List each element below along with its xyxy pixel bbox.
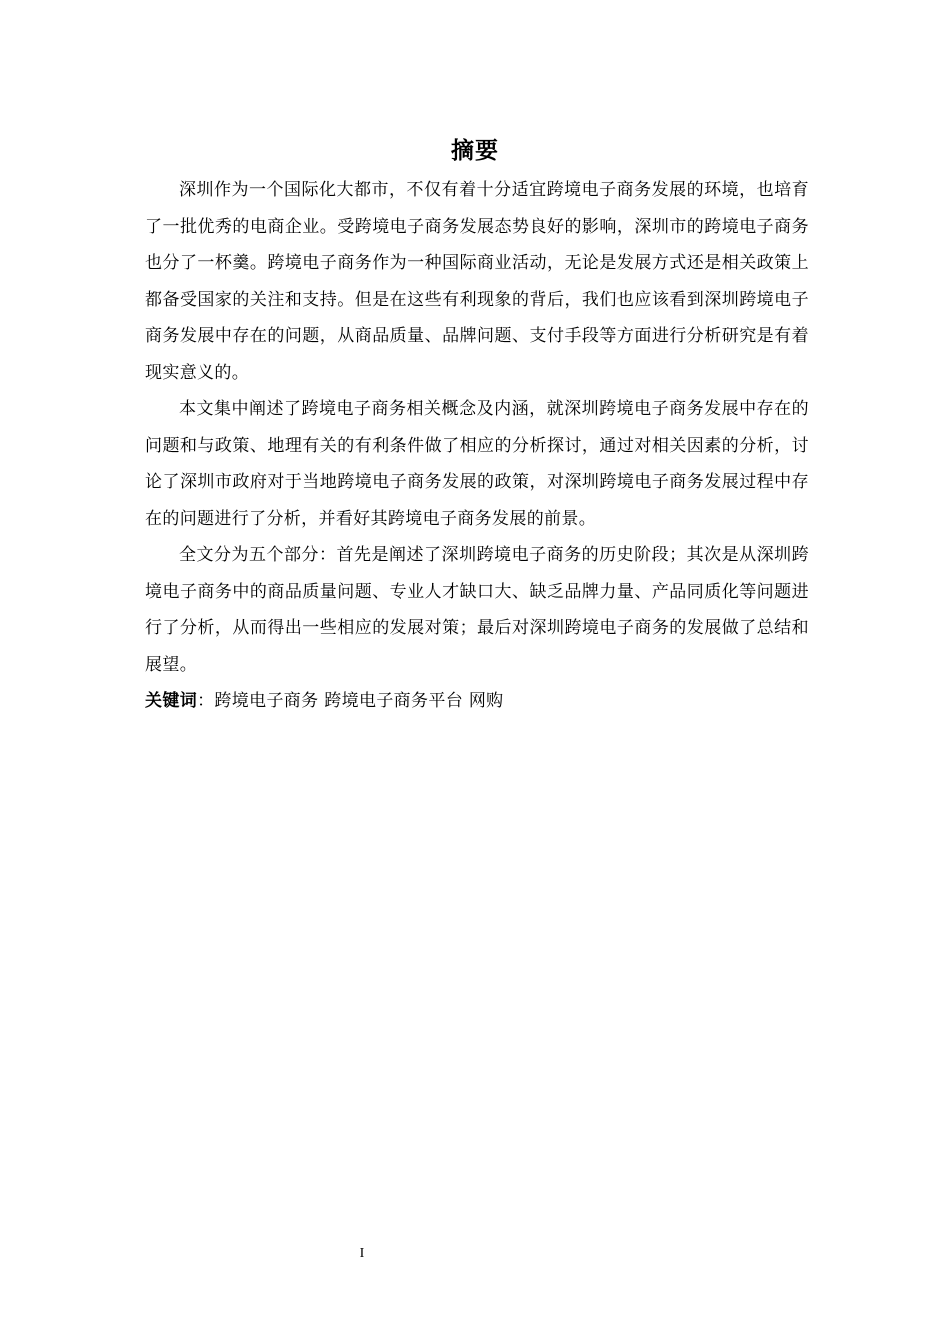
abstract-paragraph-2: 本文集中阐述了跨境电子商务相关概念及内涵，就深圳跨境电子商务发展中存在的问题和与政策、地理有关的有利条件做了相应的分析探讨，通过对相关因素的分析，讨论了深圳市政府对于当地跨境电子商务发展的政策，对深圳跨境电子商务发展过程中存在的问题进行了分析，并看好其跨境电子商务发展的前景。 [145, 399, 809, 529]
abstract-paragraph-1: 深圳作为一个国际化大都市，不仅有着十分适宜跨境电子商务发展的环境，也培育了一批优秀的电商企业。受跨境电子商务发展态势良好的影响，深圳市的跨境电子商务也分了一杯羹。跨境电子商务作为一种国际商业活动，无论是发展方式还是相关政策上都备受国家的关注和支持。但是在这些有利现象的背后，我们也应该看到深圳跨境电子商务发展中存在的问题，从商品质量、品牌问题、支付手段等方面进行分析研究是有着现实意义的。 [145, 180, 809, 383]
keywords-list: ：跨境电子商务 跨境电子商务平台 网购 [197, 691, 504, 711]
page-title: 摘要 [451, 138, 499, 164]
keywords-line [145, 683, 809, 720]
abstract-paragraph-3: 全文分为五个部分：首先是阐述了深圳跨境电子商务的历史阶段；其次是从深圳跨境电子商务中的商品质量问题、专业人才缺口大、缺乏品牌力量、产品同质化等问题进行了分析，从而得出一些相应的发展对策；最后对深圳跨境电子商务的发展做了总结和展望。 [145, 545, 809, 675]
page-number: I [359, 1246, 365, 1261]
keywords-label: 关键词 [145, 691, 198, 711]
abstract-body [145, 172, 809, 720]
